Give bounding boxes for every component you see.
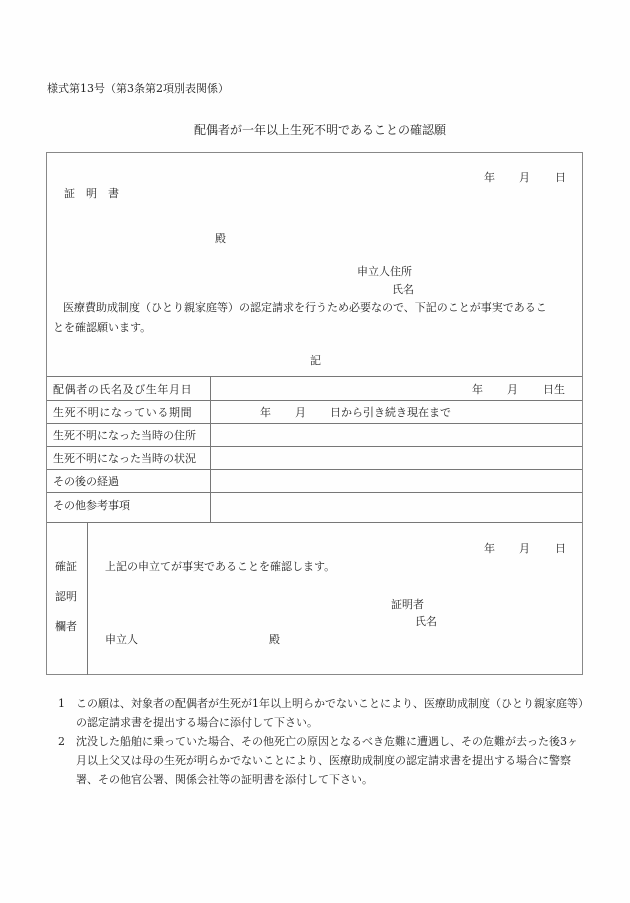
row-label-other-notes: その他参考事項 [53, 499, 130, 512]
addressee-suffix: 殿 [215, 232, 226, 245]
note-text: 沈没した船舶に乗っていた場合、その他死亡の原因となるべき危難に遭遇し、その危難が去った後3ヶ月以上父又は母の生死が明らかでないことにより、医療助成制度の認定請求書を提出する場合に警察署、その他官公署、関係会社等の証明書を添付して下さい。 [76, 735, 578, 786]
note-number: 1 [58, 697, 65, 710]
missing-since-year[interactable]: 年 [260, 406, 271, 419]
spouse-birth-year[interactable]: 年 [472, 383, 483, 396]
applicant-name-label: 氏名 [392, 283, 414, 296]
applicant-address-label: 申立人住所 [357, 265, 412, 278]
confirmation-side-label-3: 欄者 [55, 620, 77, 633]
note-number: 2 [58, 735, 65, 748]
cert-date-day[interactable]: 日 [555, 171, 566, 184]
confirmation-applicant-suffix: 殿 [269, 633, 280, 646]
divider [47, 423, 582, 424]
cert-heading: 証 明 書 [64, 187, 119, 200]
page-title: 配偶者が一年以上生死不明であることの確認願 [194, 123, 447, 137]
confirmation-applicant-label: 申立人 [105, 633, 138, 646]
confirmation-statement: 上記の申立てが事実であることを確認します。 [105, 560, 336, 573]
confirm-date-day[interactable]: 日 [555, 542, 566, 555]
confirmation-side-label-1: 確証 [55, 560, 77, 573]
form-number: 様式第13号（第3条第2項別表関係） [47, 82, 229, 95]
divider [47, 469, 582, 470]
missing-since-month[interactable]: 月 [295, 406, 306, 419]
note-item [58, 732, 588, 789]
note-text: この願は、対象者の配偶者が生死が1年以上明らかでないことにより、医療助成制度（ひとり親家庭等）の認定請求書を提出する場合に添付して下さい。 [76, 697, 584, 729]
certifier-name-label: 氏名 [415, 615, 437, 628]
spouse-birth-day[interactable]: 日生 [543, 383, 565, 396]
row-label-address-then: 生死不明になった当時の住所 [53, 429, 196, 442]
request-body-line2: とを確認願います。 [53, 321, 152, 334]
row-label-missing-period: 生死不明になっている期間 [53, 406, 193, 419]
notes [58, 694, 588, 789]
missing-since-rest: 日から引き続き現在まで [330, 406, 451, 419]
note-item [58, 694, 588, 732]
row-label-spouse-name: 配偶者の氏名及び生年月日 [53, 383, 193, 396]
confirmation-column-divider [87, 522, 88, 675]
column-divider [210, 376, 211, 522]
row-label-subsequent-progress: その後の経過 [53, 475, 119, 488]
divider [47, 492, 582, 493]
confirmation-side-label-2: 認明 [55, 590, 77, 603]
row-label-situation-then: 生死不明になった当時の状況 [53, 452, 196, 465]
confirm-date-year[interactable]: 年 [484, 542, 495, 555]
ki-marker: 記 [310, 354, 321, 367]
confirm-date-month[interactable]: 月 [519, 542, 530, 555]
cert-date-year[interactable]: 年 [484, 171, 495, 184]
divider [47, 446, 582, 447]
spouse-birth-month[interactable]: 月 [507, 383, 518, 396]
certifier-label: 証明者 [391, 598, 424, 611]
divider [47, 400, 582, 401]
cert-date-month[interactable]: 月 [519, 171, 530, 184]
request-body-line1: 医療費助成制度（ひとり親家庭等）の認定請求を行うため必要なので、下記のことが事実であるこ [63, 301, 547, 314]
divider [47, 376, 582, 377]
form-table [46, 152, 583, 675]
divider [47, 522, 582, 523]
